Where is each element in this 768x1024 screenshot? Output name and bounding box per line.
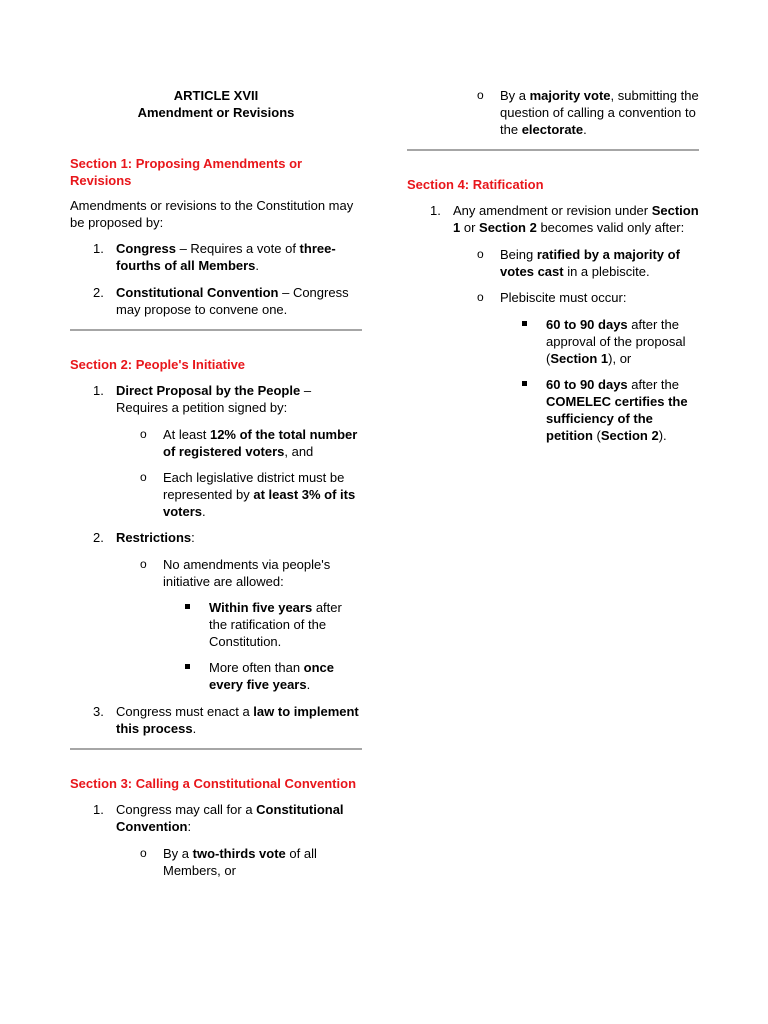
square-bullet-icon [185,604,190,609]
right-column [407,87,699,444]
section4-sub-1: o Being ratified by a majority of votes cast in a plebiscite. [477,247,680,279]
left-column [70,87,362,879]
section4-sub-2: o Plebiscite must occur: [477,290,627,305]
section2-restriction: o No amendments via people's initiative are allowed: [140,557,331,589]
section-divider [407,149,699,151]
section2-sub-1: o At least 12% of the total number of registered voters, and [140,427,358,459]
section3-item-1: 1. Congress may call for a Constitutional Convention: [93,802,344,834]
section2-bullet-1: Within five years after the ratification of the Constitution. [70,599,362,650]
section2-heading: Section 2: People's Initiative [70,357,246,372]
section3-sub-2: o By a majority vote, submitting the question of calling a convention to the electorate. [477,88,699,137]
section1-intro: Amendments or revisions to the Constitution may be proposed by: [70,198,354,230]
section1-heading: Section 1: Proposing Amendments or Revisions [70,156,303,188]
square-bullet-icon [522,381,527,386]
section3-heading: Section 3: Calling a Constitutional Convention [70,776,357,791]
section2-item-3: 3. Congress must enact a law to implement this process. [93,704,359,736]
article-subtitle: Amendment or Revisions [137,105,295,120]
section4-bullet-1: 60 to 90 days after the approval of the proposal (Section 1), or [407,316,699,367]
section3-sub-1: o By a two-thirds vote of all Members, or [140,846,317,878]
section-divider [70,748,362,750]
section2-bullet-2: More often than once every five years. [70,659,362,693]
section2-item-2: 2. Restrictions: [93,530,195,545]
article-title: ARTICLE XVII [173,88,259,103]
section4-heading: Section 4: Ratification [407,177,544,192]
section2-sub-2: o Each legislative district must be represented by at least 3% of its voters. [140,470,356,519]
section4-bullet-2: 60 to 90 days after the COMELEC certifies the sufficiency of the petition (Section 2). [407,376,699,444]
section1-item-2: 2. Constitutional Convention – Congress may propose to convene one. [93,285,349,317]
section1-item-1: 1. Congress – Requires a vote of three-fourths of all Members. [93,241,336,273]
square-bullet-icon [185,664,190,669]
section-divider [70,329,362,331]
section2-item-1: 1. Direct Proposal by the People – Requires a petition signed by: [93,383,312,415]
section4-item-1: 1. Any amendment or revision under Section 1 or Section 2 becomes valid only after: [430,203,699,235]
square-bullet-icon [522,321,527,326]
